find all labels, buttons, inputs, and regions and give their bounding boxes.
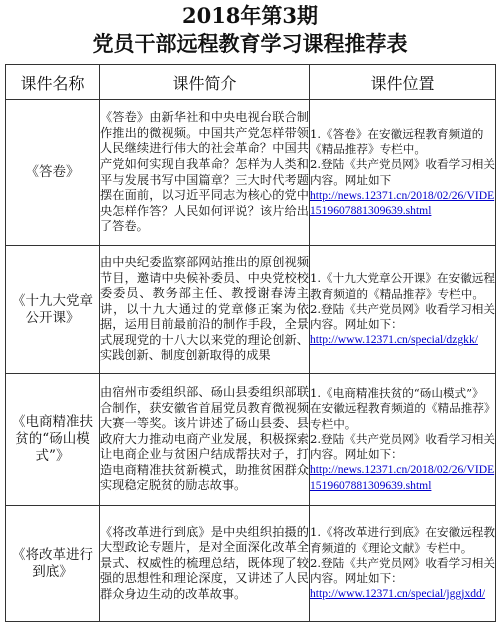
course-location	[310, 374, 496, 506]
course-location	[310, 246, 496, 374]
page-title-issue: 2018年第3期	[181, 3, 319, 28]
course-link[interactable]: http://www.12371.cn/special/jggjxdd/	[310, 587, 486, 601]
course-intro: 《答卷》由新华社和中央电视台联合制作推出的微视频。中国共产党怎样带领人民继续进行伟大的社会革命？中国共产党如何实现自我革命？怎样为人类和平与发展书写中国篇章？三大时代考题摆在面前，以习近平同志为核心的党中央怎样作答？人民如何评说？该片给出了答卷。	[100, 100, 310, 246]
table-row	[6, 246, 496, 374]
location-website: 2.登陆《共产党员网》收看学习相关内容。网址如下：	[310, 555, 495, 586]
location-channel: 1.《电商精准扶贫的“砀山模式”》在安徽远程教育频道的《精品推荐》专栏中。	[310, 385, 490, 431]
location-website: 2.登陆《共产党员网》收看学习相关内容。网址如下：	[310, 301, 495, 332]
table-row	[6, 506, 496, 622]
course-intro: 由宿州市委组织部、砀山县委组织部联合制作，获安徽省首届党员教育微视频大赛一等奖。该片讲述了砀山县委、县政府大力推动电商产业发展，积极探索让电商企业与贫困户结成帮扶对子，打造电商精准扶贫新模式，助推贫困群众实现稳定脱贫的励志故事。	[100, 374, 310, 506]
table-row	[6, 100, 496, 246]
location-website: 2.登陆《共产党员网》收看学习相关内容。网址如下：	[310, 431, 495, 462]
location-channel: 1.《十九大党章公开课》在安徽远程教育频道的《精品推荐》专栏中。	[310, 271, 495, 301]
location-website: 2.登陆《共产党员网》收看学习相关内容。网址如下	[310, 157, 495, 187]
course-link[interactable]: http://www.12371.cn/special/dzgkk/	[310, 333, 478, 347]
course-name: 《电商精准扶贫的“砀山模式”》	[6, 374, 100, 506]
table-row	[6, 374, 496, 506]
course-table	[5, 64, 496, 622]
header-intro: 课件简介	[100, 65, 310, 100]
course-intro: 《将改革进行到底》是中央组织拍摄的大型政论专题片，是对全面深化改革全景式、权威性的梳理总结，既体现了较强的思想性和理论深度，又讲述了人民群众身边生动的改革故事。	[100, 506, 310, 622]
course-location	[310, 100, 496, 246]
course-name: 《将改革进行到底》	[6, 506, 100, 622]
course-location	[310, 506, 496, 622]
course-link[interactable]: http://news.12371.cn/2018/02/26/VIDE1519607881309639.shtml	[310, 188, 495, 218]
course-name: 《答卷》	[6, 100, 100, 246]
course-intro: 由中央纪委监察部网站推出的原创视频节目，邀请中央候补委员、中央党校校委委员、教务部主任、教授谢春涛主讲，以十九大通过的党章修正案为依据，运用目前最前沿的制作手段，全景式展现党的十八大以来党的理论创新、实践创新、制度创新取得的成果	[100, 246, 310, 374]
location-channel: 1.《将改革进行到底》在安徽远程教育频道的《理论文献》专栏中。	[310, 525, 495, 555]
course-name: 《十九大党章公开课》	[6, 246, 100, 374]
course-link[interactable]: http://news.12371.cn/2018/02/26/VIDE1519607881309639.shtml	[310, 463, 495, 492]
header-name: 课件名称	[6, 65, 100, 100]
header-location: 课件位置	[310, 65, 496, 100]
page-title-main: 党员干部远程教育学习课程推荐表	[92, 31, 408, 56]
table-header-row	[6, 65, 496, 100]
location-channel: 1.《答卷》在安徽远程教育频道的《精品推荐》专栏中。	[310, 126, 484, 156]
